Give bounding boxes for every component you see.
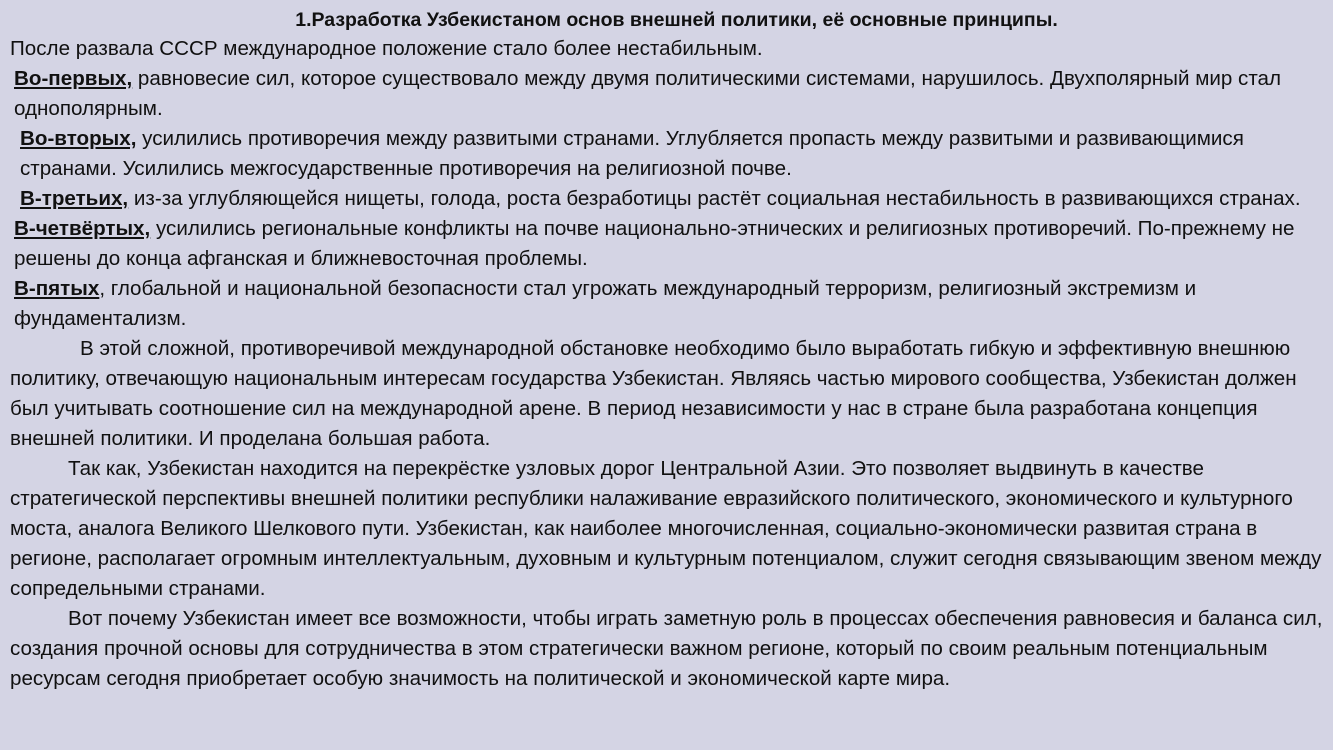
point-first — [10, 64, 1323, 124]
intro-paragraph: После развала СССР международное положение стало более нестабильным. — [10, 37, 763, 60]
body-paragraph-3: Вот почему Узбекистан имеет все возможности, чтобы играть заметную роль в процессах обеспечения равновесия и баланса сил, создания прочной основы для сотрудничества в этом стратегически важном регионе, который по своим реальным потенциальным ресурсам сегодня приобретает особую значимость на политической и экономической карте мира. — [10, 607, 1323, 690]
point-third — [10, 184, 1323, 214]
slide-title: 1.Разработка Узбекистаном основ внешней политики, её основные принципы. — [295, 9, 1058, 31]
body-paragraph-2: Так как, Узбекистан находится на перекрёстке узловых дорог Центральной Азии. Это позволяет выдвинуть в качестве стратегической перспективы внешней политики республики налаживание евразийского политического, экономического и культурного моста, аналога Великого Шелкового пути. Узбекистан, как наиболее многочисленная, социально-экономически развитая страна в регионе, располагает огромным интеллектуальным, духовным и культурным потенциалом, служит сегодня связывающим звеном между сопредельными странами. — [10, 457, 1322, 600]
point-second-lead: Во-вторых, — [20, 127, 137, 150]
point-fourth-text: усилились региональные конфликты на почве национально-этнических и религиозных противоречий. По-прежнему не решены до конца афганская и ближневосточная проблемы. — [14, 217, 1295, 270]
body-paragraph-1: В этой сложной, противоречивой международной обстановке необходимо было выработать гибкую и эффективную внешнюю политику, отвечающую национальным интересам государства Узбекистан. Являясь частью мирового сообщества, Узбекистан должен был учитывать соотношение сил на международной арене. В период независимости у нас в стране была разработана концепция внешней политики. И проделана большая работа. — [10, 337, 1297, 450]
point-third-text: из-за углубляющейся нищеты, голода, роста безработицы растёт социальная нестабильность в развивающихся странах. — [128, 187, 1301, 210]
point-fifth-lead: В-пятых — [14, 277, 100, 300]
point-second — [10, 124, 1323, 184]
point-first-lead: Во-первых, — [14, 67, 133, 90]
point-fourth — [10, 214, 1323, 274]
point-fourth-lead: В-четвёртых, — [14, 217, 151, 240]
point-fifth — [10, 274, 1323, 334]
point-first-text: равновесие сил, которое существовало между двумя политическими системами, нарушилось. Двухполярный мир стал однополярным. — [14, 67, 1281, 120]
point-third-lead: В-третьих, — [20, 187, 129, 210]
point-second-text: усилились противоречия между развитыми странами. Углубляется пропасть между развитыми и развивающимися странами. Усилились межгосударственные противоречия на религиозной почве. — [20, 127, 1244, 180]
point-fifth-text: , глобальной и национальной безопасности стал угрожать международный терроризм, религиозный экстремизм и фундаментализм. — [14, 277, 1197, 330]
